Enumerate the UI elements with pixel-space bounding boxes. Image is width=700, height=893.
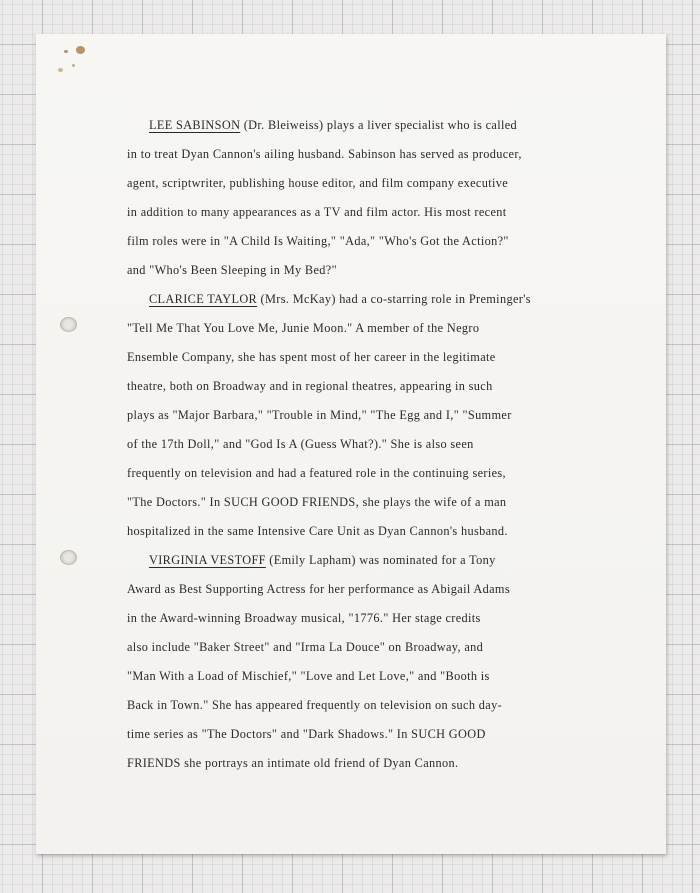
text-line: (Emily Lapham) was nominated for a Tony xyxy=(265,553,496,567)
paragraph-first-line xyxy=(127,546,627,575)
actor-name: VIRGINIA VESTOFF xyxy=(149,553,266,567)
punch-hole xyxy=(60,317,77,332)
text-line: also include "Baker Street" and "Irma La Douce" on Broadway, and xyxy=(127,640,484,654)
text-line: in to treat Dyan Cannon's ailing husband. Sabinson has served as producer, xyxy=(127,147,522,161)
document-body xyxy=(127,111,627,778)
paragraph-first-line xyxy=(127,285,627,314)
text-line: hospitalized in the same Intensive Care Unit as Dyan Cannon's husband. xyxy=(127,524,508,538)
typed-page xyxy=(36,34,666,854)
text-line: FRIENDS she portrays an intimate old friend of Dyan Cannon. xyxy=(127,756,459,770)
text-line: "Tell Me That You Love Me, Junie Moon." A member of the Negro xyxy=(127,321,480,335)
text-line: agent, scriptwriter, publishing house editor, and film company executive xyxy=(127,176,509,190)
text-line: and "Who's Been Sleeping in My Bed?" xyxy=(127,263,337,277)
text-line: (Dr. Bleiweiss) plays a liver specialist who is called xyxy=(240,118,518,132)
paragraph-first-line xyxy=(127,111,627,140)
rust-stain xyxy=(76,46,85,54)
text-line: (Mrs. McKay) had a co-starring role in Preminger's xyxy=(257,292,531,306)
text-line: film roles were in "A Child Is Waiting," "Ada," "Who's Got the Action?" xyxy=(127,234,509,248)
rust-stain xyxy=(64,50,68,53)
text-line: Ensemble Company, she has spent most of her career in the legitimate xyxy=(127,350,496,364)
text-line: Back in Town." She has appeared frequently on television on such day- xyxy=(127,698,503,712)
text-line: of the 17th Doll," and "God Is A (Guess What?)." She is also seen xyxy=(127,437,474,451)
rust-stain xyxy=(58,68,63,72)
text-line: theatre, both on Broadway and in regional theatres, appearing in such xyxy=(127,379,493,393)
text-line: "Man With a Load of Mischief," "Love and Let Love," and "Booth is xyxy=(127,669,490,683)
rust-stain xyxy=(72,64,75,67)
text-line: time series as "The Doctors" and "Dark Shadows." In SUCH GOOD xyxy=(127,727,486,741)
text-line: in addition to many appearances as a TV and film actor. His most recent xyxy=(127,205,507,219)
punch-hole xyxy=(60,550,77,565)
text-line: frequently on television and had a featured role in the continuing series, xyxy=(127,466,506,480)
text-line: plays as "Major Barbara," "Trouble in Mind," "The Egg and I," "Summer xyxy=(127,408,512,422)
text-line: "The Doctors." In SUCH GOOD FRIENDS, she plays the wife of a man xyxy=(127,495,507,509)
actor-name: CLARICE TAYLOR xyxy=(149,292,258,306)
text-line: Award as Best Supporting Actress for her performance as Abigail Adams xyxy=(127,582,510,596)
text-line: in the Award-winning Broadway musical, "1776." Her stage credits xyxy=(127,611,481,625)
actor-name: LEE SABINSON xyxy=(149,118,241,132)
